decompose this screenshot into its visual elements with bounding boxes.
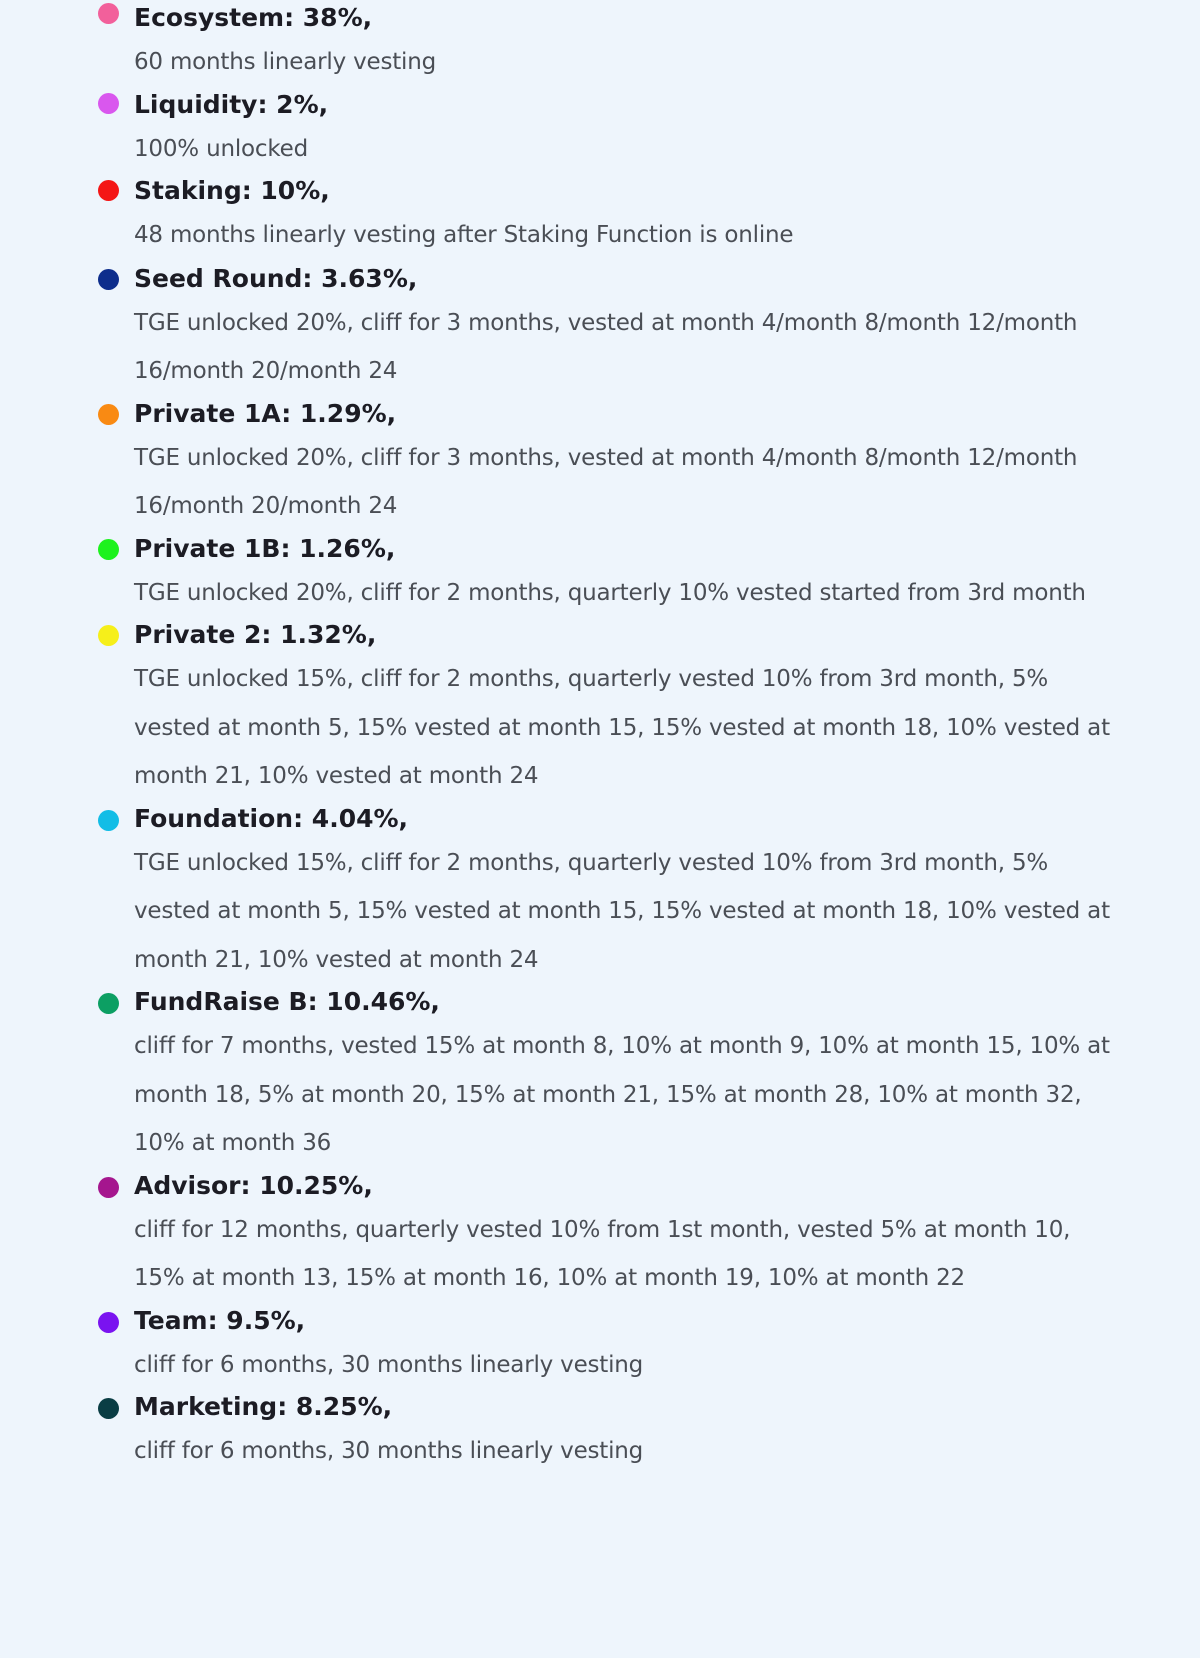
allocation-item-marketing — [0, 1387, 1200, 1476]
allocation-description: 100% unlocked — [134, 135, 308, 162]
allocation-description: TGE unlocked 15%, cliff for 2 months, quarterly vested 10% from 3rd month, 5% vested at month 5, 15% vested at month 15, 15% vested at month 18, 10% vested at month 21, 10% vested at month 24 — [134, 849, 1110, 973]
allocation-title: FundRaise B: 10.46%, — [134, 987, 440, 1016]
allocation-title: Private 1B: 1.26%, — [134, 533, 396, 563]
legend-dot-icon — [98, 625, 119, 646]
allocation-title: Advisor: 10.25%, — [134, 1170, 373, 1200]
allocation-description: cliff for 6 months, 30 months linearly vesting — [134, 1351, 644, 1378]
allocation-item-fundraise-b — [0, 982, 1200, 1168]
allocation-item-private-1b — [0, 529, 1200, 618]
legend-dot-icon — [98, 1177, 119, 1198]
allocation-item-seed-round — [0, 259, 1200, 396]
allocation-description: TGE unlocked 20%, cliff for 2 months, quarterly 10% vested started from 3rd month — [134, 579, 1086, 606]
allocation-title: Team: 9.5%, — [134, 1305, 306, 1335]
allocation-description: cliff for 12 months, quarterly vested 10% from 1st month, vested 5% at month 10, 15% at month 13, 15% at month 16, 10% at month 19, 10% at month 22 — [134, 1216, 1071, 1291]
allocation-description: TGE unlocked 20%, cliff for 3 months, vested at month 4/month 8/month 12/month 16/month 20/month 24 — [134, 444, 1078, 519]
legend-dot-icon — [98, 993, 119, 1014]
allocation-title: Foundation: 4.04%, — [134, 803, 409, 833]
legend-dot-icon — [98, 539, 119, 560]
legend-dot-icon — [98, 93, 119, 114]
allocation-description: TGE unlocked 15%, cliff for 2 months, quarterly vested 10% from 3rd month, 5% vested at month 5, 15% vested at month 15, 15% vested at month 18, 10% vested at month 21, 10% vested at month 24 — [134, 666, 1110, 789]
allocation-title: Private 2: 1.32%, — [134, 620, 377, 649]
allocation-item-ecosystem — [0, 0, 1200, 87]
allocation-item-team — [0, 1301, 1200, 1390]
allocation-item-foundation — [0, 799, 1200, 985]
allocation-description: cliff for 7 months, vested 15% at month 8, 10% at month 9, 10% at month 15, 10% at month 18, 5% at month 20, 15% at month 21, 15% at month 28, 10% at month 32, 10% at month 36 — [134, 1033, 1110, 1156]
allocation-description: TGE unlocked 20%, cliff for 3 months, vested at month 4/month 8/month 12/month 16/month 20/month 24 — [134, 309, 1078, 384]
legend-dot-icon — [98, 1312, 119, 1333]
legend-dot-icon — [98, 404, 119, 425]
allocation-title: Staking: 10%, — [134, 176, 330, 205]
allocation-item-liquidity — [0, 85, 1200, 174]
legend-dot-icon — [98, 180, 119, 201]
legend-dot-icon — [98, 1398, 119, 1419]
allocation-description: cliff for 6 months, 30 months linearly vesting — [134, 1438, 644, 1464]
allocation-title: Ecosystem: 38%, — [134, 3, 373, 32]
allocation-title: Liquidity: 2%, — [134, 89, 329, 119]
allocation-item-staking — [0, 171, 1200, 260]
allocation-description: 60 months linearly vesting — [134, 49, 437, 75]
legend-dot-icon — [98, 3, 119, 24]
allocation-title: Seed Round: 3.63%, — [134, 263, 418, 293]
allocation-title: Private 1A: 1.29%, — [134, 398, 397, 428]
allocation-item-advisor — [0, 1166, 1200, 1303]
allocation-item-private-2 — [0, 615, 1200, 801]
allocation-item-private-1a — [0, 394, 1200, 531]
allocation-title: Marketing: 8.25%, — [134, 1392, 393, 1421]
legend-dot-icon — [98, 269, 119, 290]
allocation-description: 48 months linearly vesting after Staking Function is online — [134, 222, 794, 248]
legend-dot-icon — [98, 810, 119, 831]
